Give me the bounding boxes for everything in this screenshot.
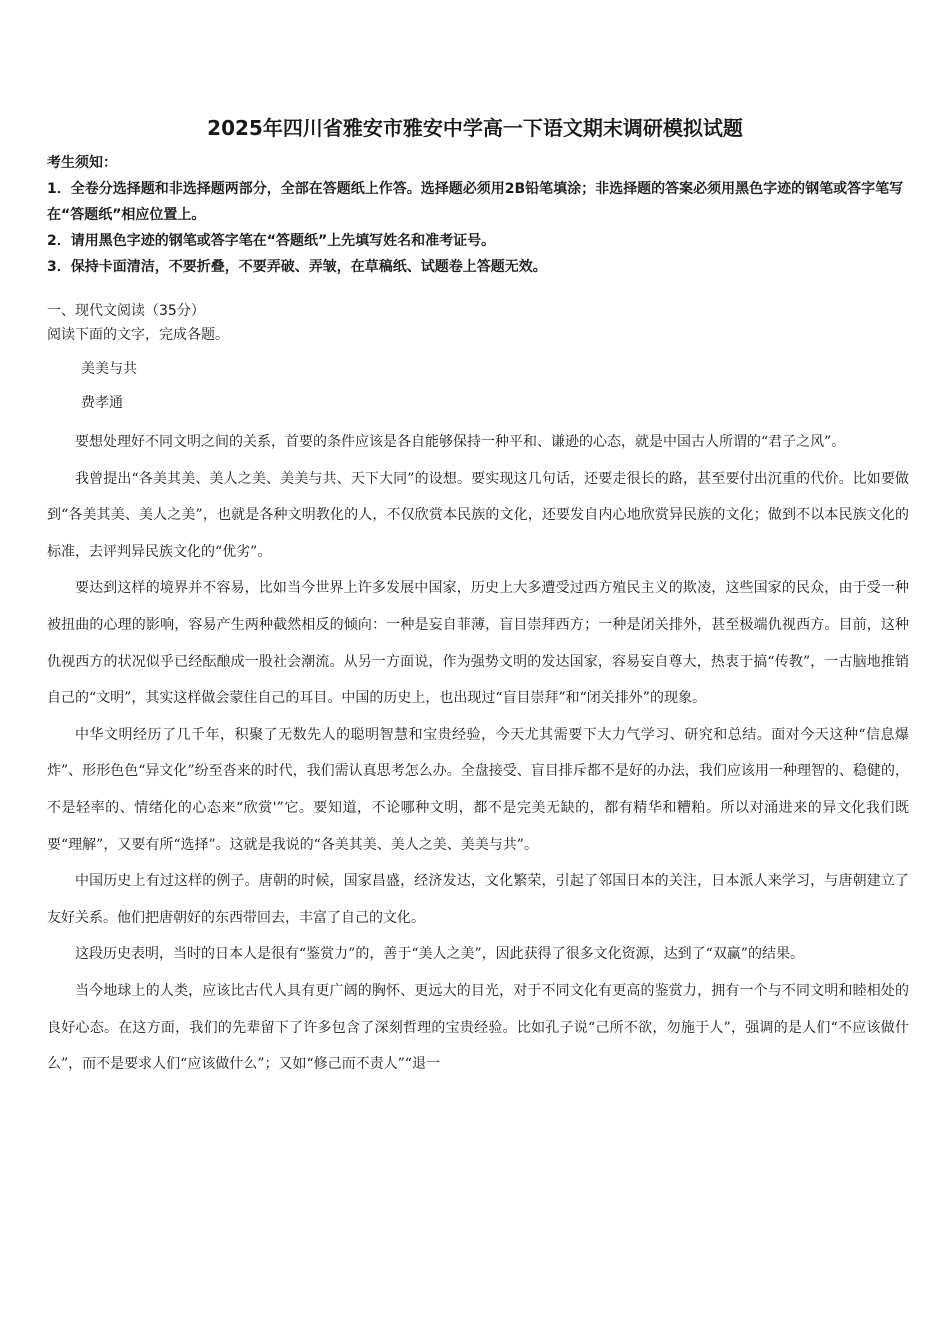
- paragraph: 中华文明经历了几千年，积聚了无数先人的聪明智慧和宝贵经验，今天尤其需要下大力气学习、研究和总结。面对今天这种“信息爆炸”、形形色色“异文化”纷至沓来的时代，我们需认真思考怎么办。全盘接受、盲目排斥都不是好的办法，我们应该用一种理智的、稳健的，不是轻率的、情绪化的心态来“欣赏'”它。要知道，不论哪种文明，都不是完美无缺的，都有精华和糟粕。所以对涌进来的异文化我们既要“理解”，又要有所“选择”。这就是我说的“各美其美、美人之美、美美与共”。: [47, 726, 909, 853]
- article-title: 美美与共: [81, 361, 137, 377]
- section-instruction: 阅读下面的文字，完成各题。: [47, 327, 229, 343]
- paragraph: 要想处理好不同文明之间的关系，首要的条件应该是各自能够保持一种平和、谦逊的心态，就是中国古人所谓的“君子之风”。: [75, 434, 846, 450]
- article-author: 费孝通: [81, 395, 123, 411]
- notice-item-3: 3．保持卡面清洁，不要折叠，不要弄破、弄皱，在草稿纸、试题卷上答题无效。: [47, 259, 547, 275]
- exam-title: 2025年四川省雅安市雅安中学高一下语文期末调研模拟试题: [207, 116, 743, 140]
- candidate-notice: [47, 150, 907, 280]
- paragraph: 当今地球上的人类，应该比古代人具有更广阔的胸怀、更远大的目光，对于不同文化有更高的鉴赏力，拥有一个与不同文明和睦相处的良好心态。在这方面，我们的先辈留下了许多包含了深刻哲理的宝贵经验。比如孔子说“己所不欲，勿施于人”，强调的是人们“不应该做什么”，而不是要求人们“应该做什么”；又如“修己而不责人”“退一: [47, 982, 909, 1073]
- notice-item-2: 2．请用黑色字迹的钢笔或答字笔在“答题纸”上先填写姓名和准考证号。: [47, 233, 496, 249]
- paragraph: 要达到这样的境界并不容易，比如当今世界上许多发展中国家，历史上大多遭受过西方殖民主义的欺凌，这些国家的民众，由于受一种被扭曲的心理的影响，容易产生两种截然相反的倾向：一种是妄自菲薄，盲目崇拜西方；一种是闭关排外，甚至极端仇视西方。目前，这种仇视西方的状况似乎已经酝酿成一股社会潮流。从另一方面说，作为强势文明的发达国家，容易妄自尊大，热衷于搞“传教”，一古脑地推销自己的“文明”，其实这样做会蒙住自己的耳目。中国的历史上，也出现过“盲目崇拜”和“闭关排外”的现象。: [47, 580, 909, 707]
- section-heading: 一、现代文阅读（35分）: [47, 303, 205, 319]
- paragraph: 中国历史上有过这样的例子。唐朝的时候，国家昌盛，经济发达，文化繁荣，引起了邻国日本的关注，日本派人来学习，与唐朝建立了友好关系。他们把唐朝好的东西带回去，丰富了自己的文化。: [47, 873, 909, 926]
- article-body: [47, 424, 909, 1083]
- notice-heading: 考生须知：: [47, 155, 117, 171]
- notice-item-1: 1．全卷分选择题和非选择题两部分，全部在答题纸上作答。选择题必须用2B铅笔填涂；非选择题的答案必须用黑色字迹的钢笔或答字笔写在“答题纸”相应位置上。: [47, 181, 904, 223]
- paragraph: 我曾提出“各美其美、美人之美、美美与共、天下大同”的设想。要实现这几句话，还要走很长的路，甚至要付出沉重的代价。比如要做到“各美其美、美人之美”，也就是各种文明教化的人，不仅欣赏本民族的文化，还要发自内心地欣赏异民族的文化；做到不以本民族文化的标准，去评判异民族文化的“优劣”。: [47, 470, 909, 560]
- paragraph: 这段历史表明，当时的日本人是很有“鉴赏力”的，善于“美人之美”，因此获得了很多文化资源，达到了“双赢”的结果。: [75, 946, 804, 963]
